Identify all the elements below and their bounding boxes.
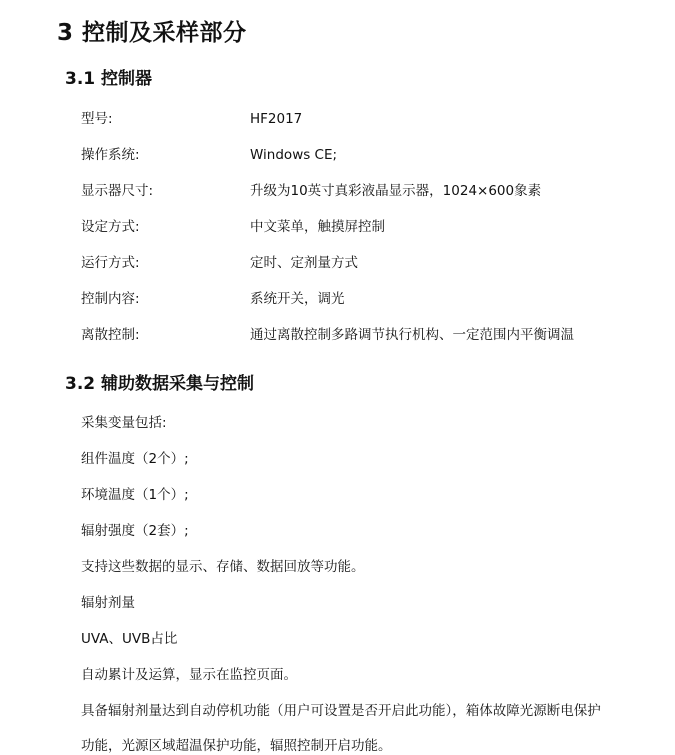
spec-label: 控制内容: — [81, 291, 140, 307]
paragraph: 具备辐射剂量达到自动停机功能（用户可设置是否开启此功能），箱体故障光源断电保护 — [81, 703, 601, 719]
paragraph: 采集变量包括: — [81, 415, 167, 431]
spec-label: 型号: — [81, 111, 113, 127]
paragraph: 辐射剂量 — [81, 595, 135, 611]
spec-value: 系统开关，调光 — [250, 291, 345, 307]
paragraph: 环境温度（1个）; — [81, 487, 189, 503]
paragraph: 支持这些数据的显示、存储、数据回放等功能。 — [81, 559, 365, 575]
spec-value: 升级为10英寸真彩液晶显示器，1024×600象素 — [250, 183, 542, 199]
paragraph: UVA、UVB占比 — [81, 631, 178, 647]
paragraph: 自动累计及运算，显示在监控页面。 — [81, 667, 297, 683]
spec-value: 定时、定剂量方式 — [250, 255, 358, 271]
spec-label: 离散控制: — [81, 327, 140, 343]
spec-label: 操作系统: — [81, 147, 140, 163]
controller-heading: 3.1 控制器 — [65, 69, 153, 89]
paragraph: 功能，光源区域超温保护功能，辐照控制开启功能。 — [81, 738, 392, 754]
spec-label: 运行方式: — [81, 255, 140, 271]
spec-value: 通过离散控制多路调节执行机构、一定范围内平衡调温 — [250, 327, 574, 343]
spec-value: HF2017 — [250, 111, 303, 127]
paragraph: 组件温度（2个）; — [81, 451, 189, 467]
spec-value: 中文菜单，触摸屏控制 — [250, 219, 385, 235]
spec-label: 设定方式: — [81, 219, 140, 235]
section-title: 3 控制及采样部分 — [57, 20, 247, 46]
spec-label: 显示器尺寸: — [81, 183, 154, 199]
aux-heading: 3.2 辅助数据采集与控制 — [65, 374, 255, 394]
paragraph: 辐射强度（2套）; — [81, 523, 189, 539]
spec-value: Windows CE; — [250, 147, 338, 163]
